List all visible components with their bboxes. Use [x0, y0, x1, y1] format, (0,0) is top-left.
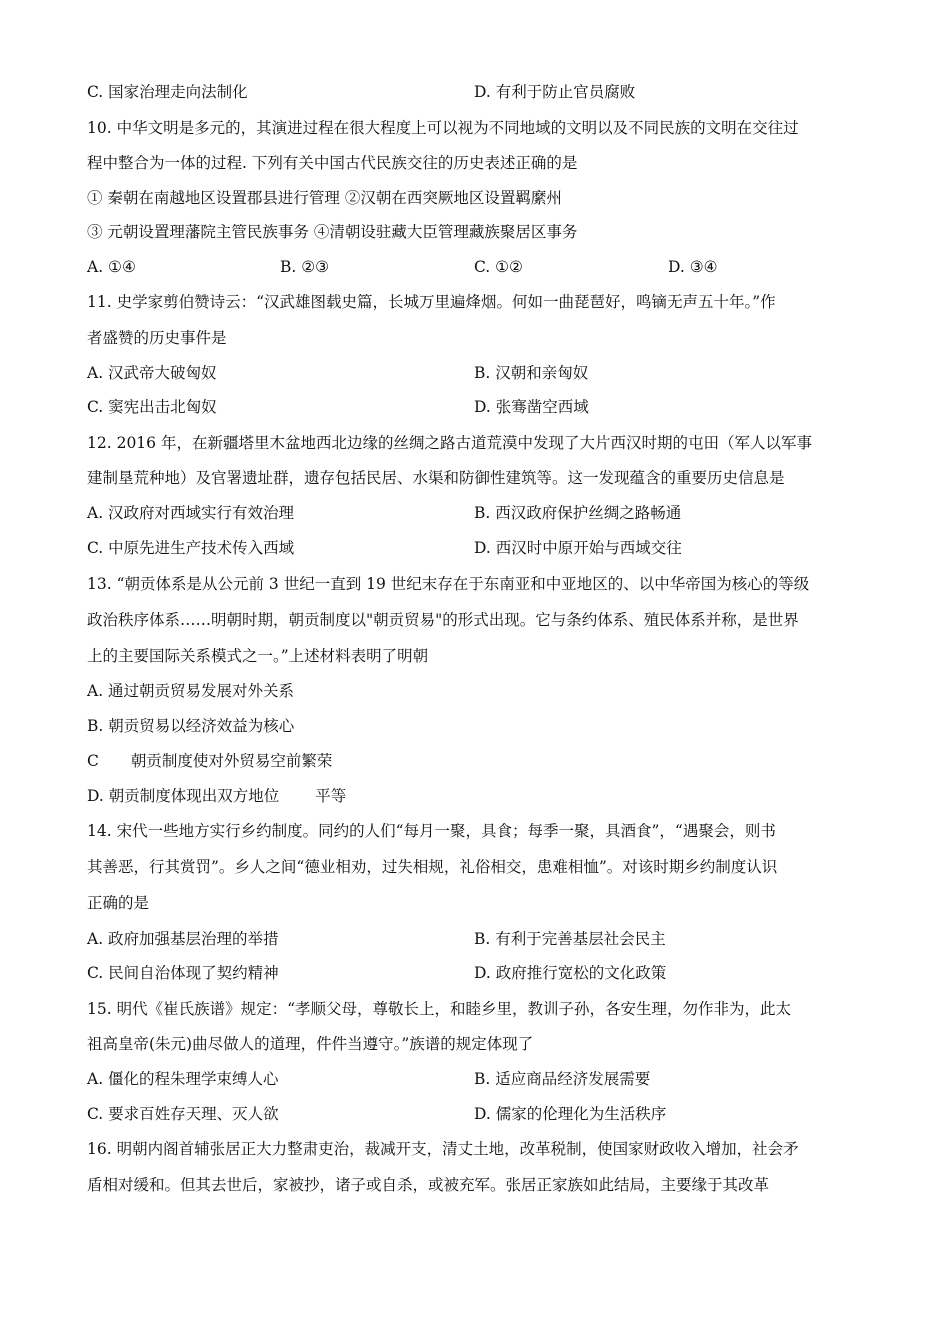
q10-option-b: B. ②③	[280, 258, 330, 276]
q10-stem-line-2: 程中整合为一体的过程. 下列有关中国古代民族交往的历史表述正确的是	[87, 154, 578, 172]
q14-option-a: A. 政府加强基层治理的举措	[87, 930, 279, 948]
q14-stem-line-3: 正确的是	[87, 894, 150, 912]
q14-option-c: C. 民间自治体现了契约精神	[87, 964, 279, 982]
q15-option-c: C. 要求百姓存天理、灭人欲	[87, 1105, 279, 1123]
q13-option-c	[87, 751, 332, 771]
q12-option-a: A. 汉政府对西域实行有效治理	[87, 504, 295, 522]
q16-stem-line-2: 盾相对缓和。但其去世后，家被抄，诸子或自杀，或被充军。张居正家族如此结局，主要缘于其改革	[87, 1176, 770, 1194]
q13-option-b: B. 朝贡贸易以经济效益为核心	[87, 717, 295, 735]
q13-stem-line-3: 上的主要国际关系模式之一。”上述材料表明了明朝	[87, 647, 429, 665]
q16-stem-line-1: 16. 明朝内阁首辅张居正大力整肃吏治，裁减开支，清丈土地，改革税制，使国家财政收入增加，社会矛	[87, 1140, 799, 1158]
q13-option-d-tail: 平等	[315, 787, 347, 805]
q13-stem-line-2: 政治秩序体系……明朝时期，朝贡制度以"朝贡贸易"的形式出现。它与条约体系、殖民体系并称，是世界	[87, 611, 799, 629]
q10-option-d: D. ③④	[668, 258, 718, 276]
q11-option-b: B. 汉朝和亲匈奴	[474, 364, 589, 382]
q13-option-d-text: D. 朝贡制度体现出双方地位	[87, 787, 280, 805]
q11-option-c: C. 窦宪出击北匈奴	[87, 398, 217, 416]
q10-option-a: A. ①④	[87, 258, 136, 276]
q15-option-d: D. 儒家的伦理化为生活秩序	[474, 1105, 667, 1123]
q14-option-b: B. 有利于完善基层社会民主	[474, 930, 666, 948]
q13-option-c-text: 朝贡制度使对外贸易空前繁荣	[130, 752, 333, 770]
q13-option-d	[87, 786, 346, 806]
q15-stem-line-1: 15. 明代《崔氏族谱》规定：“孝顺父母，尊敬长上，和睦乡里，教训子孙，各安生理，勿作非为，此太	[87, 1000, 792, 1018]
q15-stem-line-2: 祖高皇帝(朱元)曲尽做人的道理，件件当遵守。”族谱的规定体现了	[87, 1035, 534, 1053]
q10-stem-line-1: 10. 中华文明是多元的，其演进过程在很大程度上可以视为不同地域的文明以及不同民族的文明在交往过	[87, 119, 799, 137]
q9-option-d: D. 有利于防止官员腐败	[474, 83, 636, 101]
q11-stem-line-2: 者盛赞的历史事件是	[87, 329, 227, 347]
q12-option-d: D. 西汉时中原开始与西域交往	[474, 539, 682, 557]
q15-option-a: A. 僵化的程朱理学束缚人心	[87, 1070, 279, 1088]
q12-stem-line-1: 12. 2016 年，在新疆塔里木盆地西北边缘的丝绸之路古道荒漠中发现了大片西汉时期的屯田（军人以军事	[87, 434, 812, 452]
q13-option-a: A. 通过朝贡贸易发展对外关系	[87, 682, 295, 700]
q15-option-b: B. 适应商品经济发展需要	[474, 1070, 651, 1088]
q11-option-d: D. 张骞凿空西域	[474, 398, 589, 416]
q13-stem-line-1: 13. “朝贡体系是从公元前 3 世纪一直到 19 世纪末存在于东南亚和中亚地区的、以中华帝国为核心的等级	[87, 575, 810, 593]
q10-item-line-1: ① 秦朝在南越地区设置郡县进行管理 ②汉朝在西突厥地区设置羁縻州	[87, 189, 562, 207]
q12-option-b: B. 西汉政府保护丝绸之路畅通	[474, 504, 682, 522]
q14-option-d: D. 政府推行宽松的文化政策	[474, 964, 667, 982]
q12-stem-line-2: 建制垦荒种地）及官署遗址群，遗存包括民居、水渠和防御性建筑等。这一发现蕴含的重要历史信息是	[87, 469, 785, 487]
q13-option-c-letter: C	[87, 752, 99, 770]
q11-stem-line-1: 11. 史学家剪伯赞诗云：“汉武雄图载史篇，长城万里遍烽烟。何如一曲琵琶好，鸣镝无声五十年。”作	[87, 293, 776, 311]
q11-option-a: A. 汉武帝大破匈奴	[87, 364, 217, 382]
q12-option-c: C. 中原先进生产技术传入西域	[87, 539, 295, 557]
q10-item-line-2: ③ 元朝设置理藩院主管民族事务 ④清朝设驻藏大臣管理藏族聚居区事务	[87, 223, 578, 241]
q9-option-c: C. 国家治理走向法制化	[87, 83, 248, 101]
q14-stem-line-1: 14. 宋代一些地方实行乡约制度。同约的人们“每月一聚，具食；每季一聚，具酒食”，“遇聚会，则书	[87, 822, 776, 840]
q14-stem-line-2: 其善恶，行其赏罚”。乡人之间“德业相劝，过失相规，礼俗相交，患难相恤”。对该时期乡约制度认识	[87, 858, 778, 876]
q10-option-c: C. ①②	[474, 258, 523, 276]
